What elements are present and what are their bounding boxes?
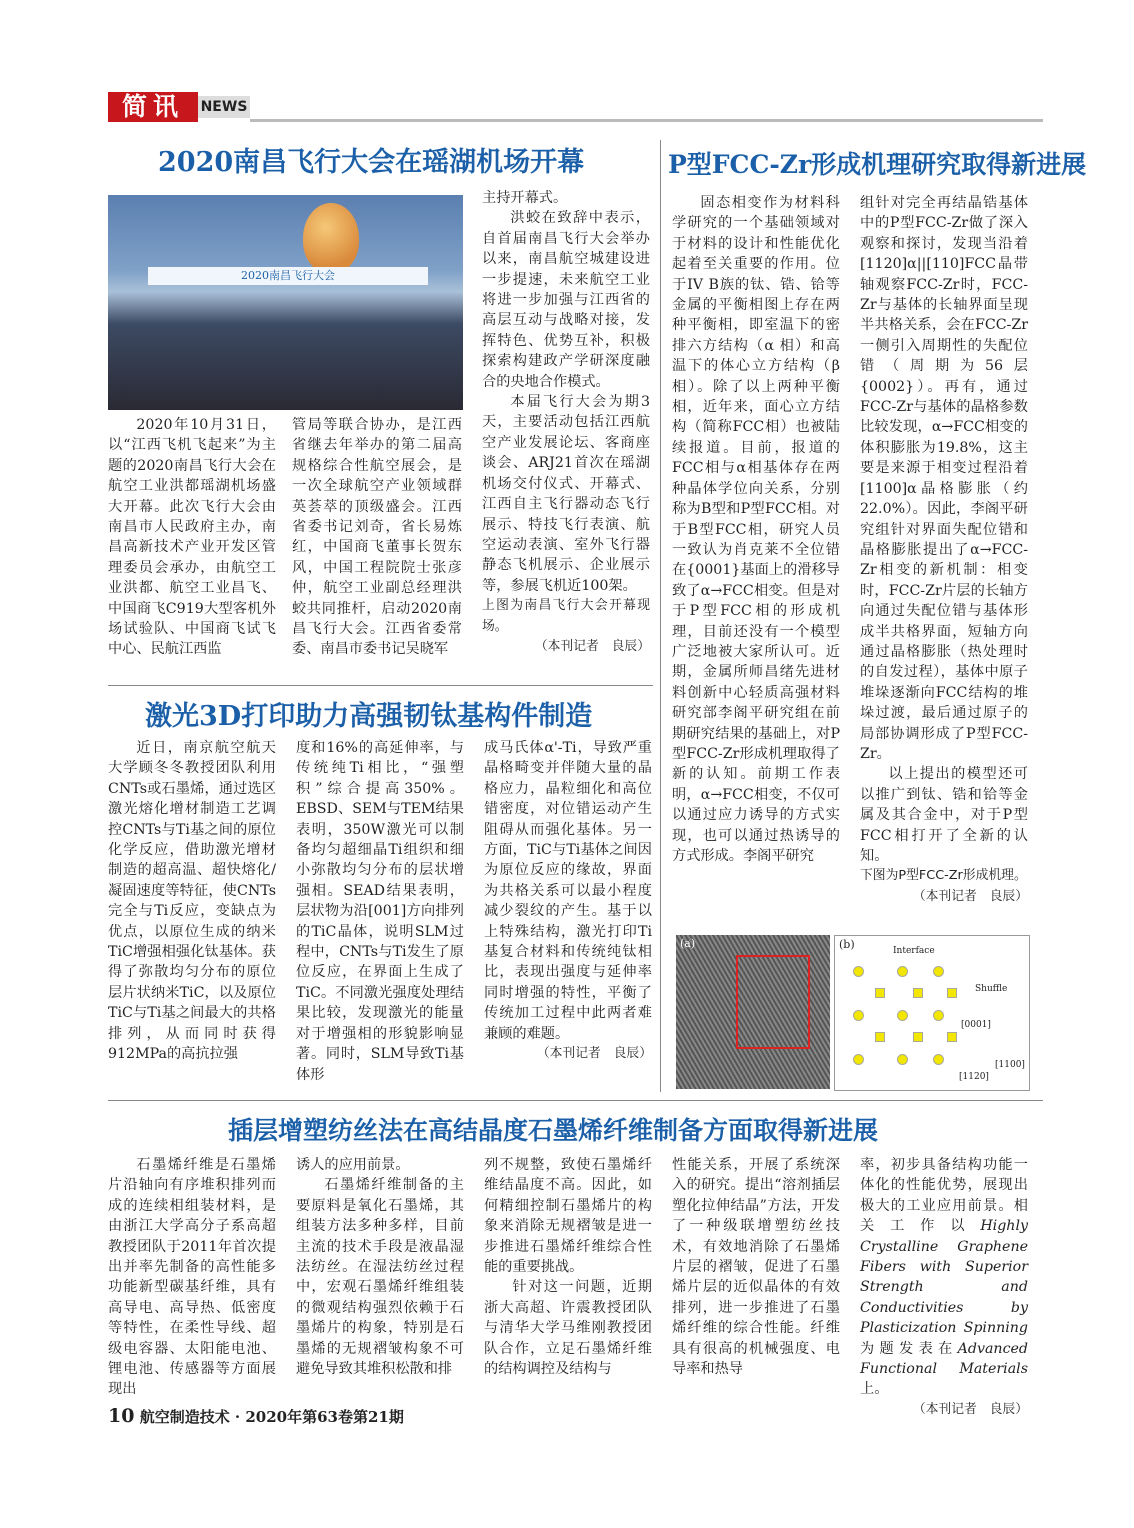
column-divider: [660, 140, 661, 1092]
axis-0001-label: [0001]: [961, 1020, 991, 1030]
article4-col1: 石墨烯纤维是石墨烯片沿轴向有序堆积排列而成的连续相组装材料，是由浙江大学高分子系高超教授团队于2011年首次提出并率先制备的高性能多功能新型碳基纤维，具有高导电、高导热、低密度等特性，在柔性导线、超级电容器、太阳能电池、锂电池、传感器等方面展现出: [108, 1157, 276, 1398]
tem-micrograph: [676, 935, 830, 1089]
article4-title: 插层增塑纺丝法在高结晶度石墨烯纤维制备方面取得新进展: [228, 1116, 879, 1145]
section-label: 简讯: [108, 92, 198, 122]
hot-air-balloon: [303, 203, 359, 273]
fcc-mechanism-diagram: [834, 935, 1030, 1091]
section-header: [108, 92, 1043, 122]
figure-a-label: (a): [680, 937, 696, 950]
article4-col4: 性能关系，开展了系统深入的研究。提出“溶剂插层塑化拉伸结晶”方法，开发了一种级联增塑纺丝技术，有效地消除了石墨烯片层的褶皱，促进了石墨烯片层的近似晶体的有效排列，进一步推进了石墨烯纤维的综合性能。纤维具有很高的机械强度、电导率和热导: [672, 1157, 840, 1378]
article3-col1: 固态相变作为材料科学研究的一个基础领域对于材料的设计和性能优化起着至关重要的作用。位于IV B族的钛、锆、铪等金属的平衡相图上存在两种平衡相，即室温下的密排六方结构（α 相）和高温下的体心立方结构（β 相）。除了以上两种平衡相，近年来，面心立方结构（简称FCC相）也被陆续报道。目前，报道的FCC相与α相基体存在两种晶体学位向关系，分别称为B型和P型FCC相。对于B型FCC相，研究人员一致认为肖克莱不全位错在{0001}基面上的滑移导致了α→FCC相变。但是对于P型FCC相的形成机理，目前还没有一个模型广泛地被大家所认可。近期，金属所师昌绪先进材料创新中心轻质高强材料研究部李阁平研究组在前期研究结果的基础上，对P型FCC-Zr形成机理取得了新的认知。前期工作表明，α→FCC相变，不仅可以通过应力诱导的方式实现，也可以通过热诱导的方式形成。李阁平研究: [672, 195, 840, 864]
article2-col1: 近日，南京航空航天大学顾冬冬教授团队利用CNTs或石墨烯，通过选区激光熔化增材制造工艺调控CNTs与Ti基之间的原位化学反应，借助激光增材制造的超高温、超快熔化/凝固速度等特征，使CNTs完全与Ti反应，变缺点为优点，以原位生成的纳米TiC增强相强化钛基体。获得了弥散均匀分布的原位层片状纳米TiC，以及原位TiC与Ti基之间最大的共格排列，从而同时获得912MPa的高抗拉强: [108, 740, 276, 1063]
article2-title: 激光3D打印助力高强韧钛基构件制造: [145, 701, 593, 732]
article1-title: 2020南昌飞行大会在瑶湖机场开幕: [158, 147, 585, 178]
page-number: 10: [108, 1405, 135, 1427]
axis-1120-label: [1120]: [959, 1072, 989, 1082]
journal-info: 航空制造技术 · 2020年第63卷第21期: [139, 1408, 404, 1426]
header-rule: [250, 119, 1043, 122]
axis-1100-label: [1100]: [995, 1060, 1025, 1070]
divider: [108, 1100, 1043, 1101]
article1-col1: 2020年10月31日，以“江西飞机飞起来”为主题的2020南昌飞行大会在航空工业洪都瑶湖机场盛大开幕。此次飞行大会由南昌市人民政府主办，南昌高新技术产业开发区管理委员会承办，由航空工业洪都、航空工业昌飞、中国商飞C919大型客机外场试验队、中国商飞试飞中心、民航江西监: [108, 417, 276, 658]
interface-label: Interface: [893, 946, 935, 956]
photo-banner: 2020南昌飞行大会: [241, 269, 335, 282]
article2-col2: 度和16%的高延伸率，与传统纯Ti相比，“强塑积”综合提高350%。EBSD、SEM与TEM结果表明，350W激光可以制备均匀超细晶Ti组织和细小弥散均匀分布的层状增强相。SEAD结果表明，层状物为沿[001]方向排列的TiC晶体，说明SLM过程中，CNTs与Ti发生了原位反应，在界面上生成了TiC。不同激光强度处理结果比较，发现激光的能量对于增强相的形貌影响显著。同时，SLM导致Ti基体形: [296, 740, 464, 1083]
article4-col2: 诱人的应用前景。 石墨烯纤维制备的主要原料是氧化石墨烯，其组装方法多种多样，目前主流的技术手段是液晶湿法纺丝。在湿法纺丝过程中，宏观石墨烯纤维组装的微观结构强烈依赖于石墨烯片的构象，特别是石墨烯的无规褶皱构象不可避免导致其堆积松散和排: [296, 1157, 464, 1378]
article4-col5: 率，初步具备结构功能一体化的性能优势，展现出极大的工业应用前景。相关工作以Highly Crystalline Graphene Fibers with Superior Strength and Conductivities by Plasticization Spinning为题发表在Advanced Functional Materials上。 （本刊记者 良辰）: [860, 1157, 1028, 1417]
article1-col3: 主持开幕式。 洪蛟在致辞中表示，自首届南昌飞行大会举办以来，南昌航空城建设进一步提速，未来航空工业将进一步加强与江西省的高层互动与战略对接，发挥特色、优势互补，积极探索构建政产学研深度融合的央地合作模式。 本届飞行大会为期3天，主要活动包括江西航空产业发展论坛、客商座谈会、ARJ21首次在瑶湖机场交付仪式、开幕式、江西自主飞行器动态飞行展示、特技飞行表演、航空运动表演、室外飞行器静态飞机展示、企业展示等，参展飞机近100架。 上图为南昌飞行大会开幕现场。 （本刊记者 良辰）: [482, 190, 650, 654]
news-label: NEWS: [198, 96, 250, 118]
divider: [108, 685, 653, 686]
article3-col2: 组针对完全再结晶锆基体中的P型FCC-Zr做了深入观察和探讨，发现当沿着[1120]α||[110]FCC晶带轴观察FCC-Zr时，FCC-Zr与基体的长轴界面呈现半共格关系，会在FCC-Zr一侧引入周期性的失配位错（周期为56层{0002}）。再有，通过FCC-Zr与基体的晶格参数比较发现，α→FCC相变的体积膨胀为19.8%，这主要是来源于相变过程沿着[1100]α晶格膨胀（约22.0%）。因此，李阁平研究组针对界面失配位错和晶格膨胀提出了α→FCC-Zr相变的新机制：相变时，FCC-Zr片层的长轴方向通过失配位错与基体形成半共格界面，短轴方向通过晶格膨胀（热处理时的自发过程），基体中原子堆垛逐渐向FCC结构的堆垛过渡，最后通过原子的局部协调形成了P型FCC-Zr。 以上提出的模型还可以推广到钛、锆和铪等金属及其合金中，对于P型FCC相打开了全新的认知。 下图为P型FCC-Zr形成机理。 （本刊记者 良辰）: [860, 195, 1028, 904]
article2-col3: 成马氏体α'-Ti，导致严重晶格畸变并伴随大量的晶格应力，晶粒细化和高位错密度，对位错运动产生阻碍从而强化基体。另一方面，TiC与Ti基体之间因为原位反应的缘故，界面为共格关系可以最小程度减少裂纹的产生。基于以上特殊结构，激光打印Ti基复合材料和传统纯钛相比，表现出强度与延伸率同时增强的特性，平衡了传统加工过程中此两者难兼顾的难题。 （本刊记者 良辰）: [484, 740, 652, 1062]
article3-title: P型FCC-Zr形成机理研究取得新进展: [668, 150, 1087, 179]
shuffle-label: Shuffle: [975, 984, 1008, 994]
article4-col3: 列不规整，致使石墨烯纤维结晶度不高。因此，如何精细控制石墨烯片的构象来消除无规褶皱是进一步推进石墨烯纤维综合性能的重要挑战。 针对这一问题，近期浙大高超、许震教授团队与清华大学马维刚教授团队合作，立足石墨烯纤维的结构调控及结构与: [484, 1157, 652, 1378]
figure-b-label: (b): [839, 938, 855, 951]
opening-ceremony-photo: [108, 195, 463, 410]
page-footer: [108, 1405, 404, 1427]
article1-col2: 管局等联合协办，是江西省继去年举办的第二届高规格综合性航空展会，是一次全球航空产业领域群英荟萃的顶级盛会。江西省委书记刘奇，省长易炼红，中国商飞董事长贺东风，中国工程院院士张彦仲，航空工业副总经理洪蛟共同推杆，启动2020南昌飞行大会。江西省委常委、南昌市委书记吴晓军: [292, 417, 462, 658]
